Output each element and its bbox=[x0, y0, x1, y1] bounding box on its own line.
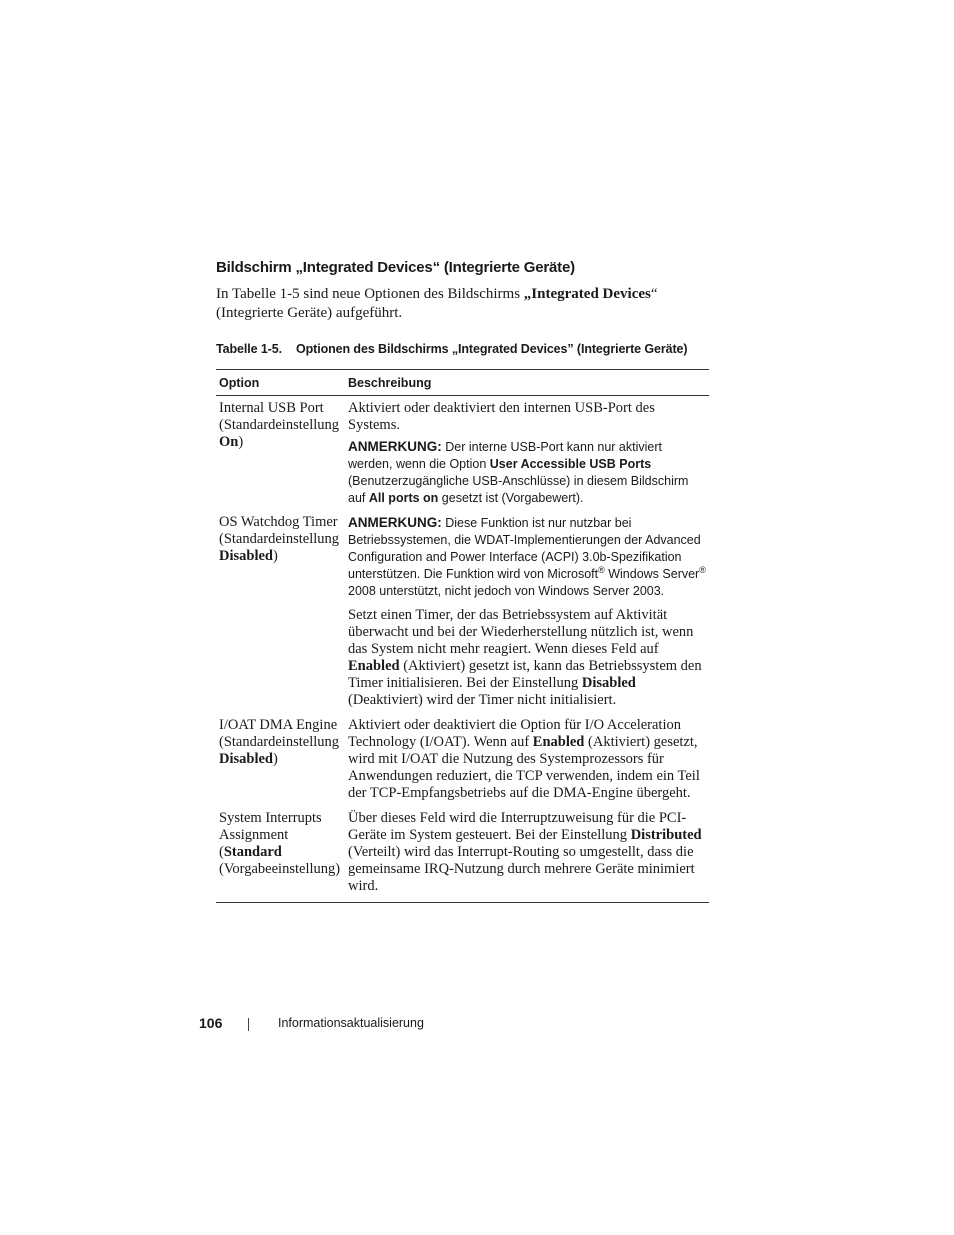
note-text: 2008 unterstützt, nicht jedoch von Windows Server 2003. bbox=[348, 584, 665, 598]
intro-paragraph bbox=[216, 285, 706, 323]
option-name: Internal USB Port bbox=[219, 400, 324, 416]
description-text: Setzt einen Timer, der das Betriebssystem auf Aktivität überwacht und bei der Wiederherstellung nützlich ist, wenn das System nicht mehr reagiert. Wenn dieses Feld auf Enabled (Aktiviert) gesetzt ist, kann das Betriebssystem den Timer initialisieren. Bei der Einstellung Disabled (Deaktiviert) wird der Timer nicht initialisiert. bbox=[348, 607, 702, 708]
description-cell bbox=[344, 400, 709, 507]
description-text: Aktiviert oder deaktiviert die Option für I/O Acceleration Technology (I/OAT). Wenn auf Enabled (Aktiviert) gesetzt, wird mit I/OAT die Nutzung des Systemprozessors für Anwendungen reduziert, die TCP verwenden, indem ein Teil der TCP-Empfangsbetriebs auf die DMA-Engine übergeht. bbox=[348, 717, 700, 801]
table-caption-number: Tabelle 1-5. bbox=[216, 342, 282, 356]
description-cell bbox=[344, 717, 709, 802]
option-cell bbox=[216, 514, 344, 565]
description-cell bbox=[344, 810, 709, 895]
table-row bbox=[216, 717, 709, 802]
note-block bbox=[348, 514, 709, 600]
option-default: Disabled) bbox=[219, 548, 278, 564]
table-row bbox=[216, 810, 709, 895]
option-default-label: (Vorgabeeinstellung) bbox=[219, 861, 341, 877]
option-default-value: On bbox=[219, 434, 239, 450]
option-name-cont: Assignment bbox=[219, 827, 289, 843]
registered-mark: ® bbox=[699, 564, 706, 575]
option-name: OS Watchdog Timer bbox=[219, 514, 338, 530]
running-footer-title: Informationsaktualisierung bbox=[278, 1016, 424, 1030]
note-text: Windows Server bbox=[604, 567, 700, 581]
option-default-value: Standard bbox=[223, 844, 282, 860]
registered-mark: ® bbox=[598, 564, 605, 575]
note-text: (Benutzerzugängliche USB-Anschlüsse) in diesem Bildschirm auf bbox=[348, 474, 689, 505]
description-text: Über dieses Feld wird die Interruptzuweisung für die PCI-Geräte im System gesteuert. Bei der Einstellung Distributed (Verteilt) wird das Interrupt-Routing so umgestellt, dass die gemeinsame IRQ-Nutzung durch mehrere Geräte minimiert wird. bbox=[348, 810, 702, 894]
option-default-value: Disabled bbox=[219, 751, 273, 767]
note-bold-text: User Accessible USB Ports bbox=[489, 457, 652, 471]
option-default: Disabled) bbox=[219, 751, 278, 767]
option-name: I/OAT DMA Engine bbox=[219, 717, 338, 733]
options-table bbox=[216, 369, 709, 903]
header-option: Option bbox=[219, 375, 260, 390]
note-bold-text: All ports on bbox=[368, 491, 439, 505]
option-name: System Interrupts bbox=[219, 810, 322, 826]
description-cell bbox=[344, 514, 709, 709]
section-heading: Bildschirm „Integrated Devices“ (Integrierte Geräte) bbox=[216, 259, 575, 276]
option-default: On) bbox=[219, 434, 244, 450]
note-label: ANMERKUNG: bbox=[348, 515, 442, 530]
note-label: ANMERKUNG: bbox=[348, 439, 442, 454]
option-default: (Standard bbox=[219, 844, 282, 860]
intro-text-end: “ (Integrierte Geräte) aufgeführt. bbox=[216, 286, 658, 321]
note-text: Der interne USB-Port kann nur aktiviert werden, wenn die Option bbox=[348, 440, 662, 471]
option-cell bbox=[216, 400, 344, 451]
table-caption bbox=[216, 342, 706, 356]
intro-text-bold: „Integrated Devices bbox=[523, 286, 651, 302]
description-text: Aktiviert oder deaktiviert den internen USB-Port des Systems. bbox=[348, 400, 655, 433]
table-header-row bbox=[216, 370, 709, 396]
header-description: Beschreibung bbox=[348, 375, 432, 390]
option-default-label: (Standardeinstellung bbox=[219, 531, 340, 547]
footer-separator bbox=[248, 1018, 249, 1031]
note-text: Diese Funktion ist nur nutzbar bei Betriebssystemen, die WDAT-Implementierungen der Advanced Configuration and Power Interface (ACPI) 3.0b-Spezifikation unterstützen. Die Funktion wird von Microsoft bbox=[348, 516, 701, 581]
option-cell bbox=[216, 810, 344, 878]
table-row bbox=[216, 400, 709, 507]
table-bottom-rule bbox=[216, 902, 709, 903]
table-caption-title: Optionen des Bildschirms „Integrated Devices” (Integrierte Geräte) bbox=[296, 342, 688, 356]
option-default-label: (Standardeinstellung bbox=[219, 417, 340, 433]
table-row bbox=[216, 514, 709, 709]
note-text: gesetzt ist (Vorgabewert). bbox=[438, 491, 584, 505]
intro-text-start: In Tabelle 1-5 sind neue Optionen des Bildschirms bbox=[216, 286, 524, 302]
option-default-value: Disabled bbox=[219, 548, 273, 564]
option-cell bbox=[216, 717, 344, 768]
option-default-label: (Standardeinstellung bbox=[219, 734, 340, 750]
note-block bbox=[348, 438, 709, 507]
page-number: 106 bbox=[199, 1015, 223, 1031]
